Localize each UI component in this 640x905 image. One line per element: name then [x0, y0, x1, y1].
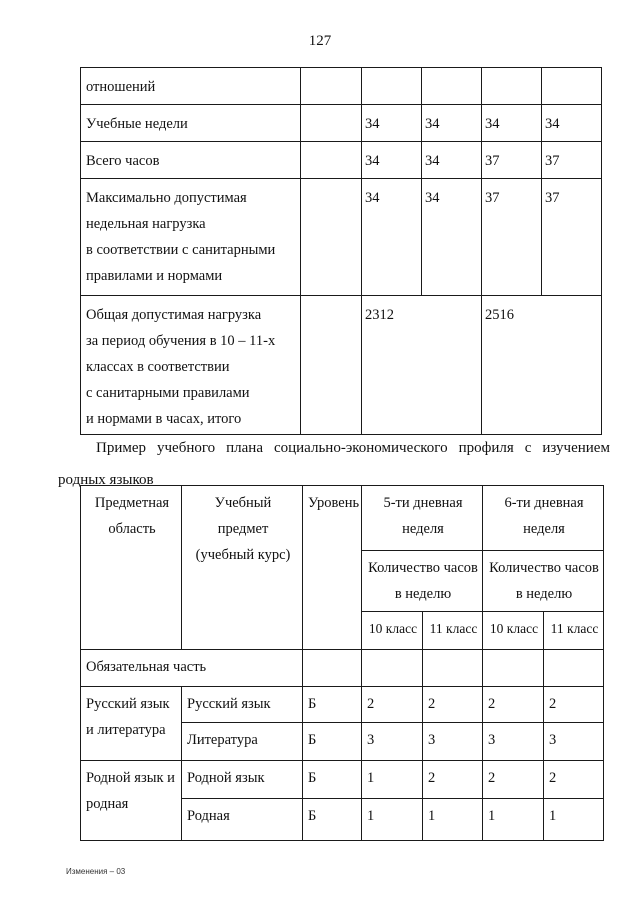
header-grade-10: 10 класс: [362, 612, 423, 650]
level-cell: Б: [303, 799, 362, 841]
table-cell: 2: [423, 687, 483, 723]
table-cell: 34: [362, 105, 422, 142]
table-cell: 2: [362, 687, 423, 723]
header-six-day-week: 6-ти дневная неделя: [483, 486, 604, 551]
level-cell: Б: [303, 687, 362, 723]
header-five-day-week: 5-ти дневная неделя: [362, 486, 483, 551]
subject-cell: Литература: [182, 723, 303, 761]
table-cell: 3: [544, 723, 604, 761]
table-cell: 2: [544, 687, 604, 723]
table-cell: 2: [483, 687, 544, 723]
header-level: Уровень: [303, 486, 362, 650]
table-cell: 34: [362, 179, 422, 296]
header-subject: Учебный предмет (учебный курс): [182, 486, 303, 650]
table-cell: [422, 68, 482, 105]
table-cell: 2: [423, 761, 483, 799]
table-cell: 37: [482, 142, 542, 179]
subject-cell: Родная: [182, 799, 303, 841]
header-hours-per-week: Количество часов в неделю: [362, 551, 483, 612]
table-cell: 37: [542, 179, 602, 296]
table-cell: [362, 68, 422, 105]
table-cell: 2: [483, 761, 544, 799]
row-label: Общая допустимая нагрузка за период обучения в 10 – 11-х классах в соответствии с санитарными правилами и нормами в часах, итого: [81, 296, 301, 435]
curriculum-table: [80, 485, 604, 841]
header-subject-area: Предметная область: [81, 486, 182, 650]
table-row: [81, 105, 602, 142]
table-cell: [482, 68, 542, 105]
subject-area-cell: Русский язык и литература: [81, 687, 182, 761]
level-cell: Б: [303, 761, 362, 799]
table-row: [81, 68, 602, 105]
table-cell: 2516: [482, 296, 602, 435]
subject-cell: Русский язык: [182, 687, 303, 723]
table-cell: [542, 68, 602, 105]
row-label: Максимально допустимая недельная нагрузка в соответствии с санитарными правилами и нормами: [81, 179, 301, 296]
row-label: Всего часов: [81, 142, 301, 179]
subject-area-cell: Родной язык и родная: [81, 761, 182, 841]
table-row: [81, 650, 604, 687]
hours-summary-table: [80, 67, 602, 435]
header-grade-10: 10 класс: [483, 612, 544, 650]
level-cell: Б: [303, 723, 362, 761]
table-cell: 1: [362, 761, 423, 799]
table-cell: 2312: [362, 296, 482, 435]
table-cell: 34: [422, 105, 482, 142]
header-hours-per-week: Количество часов в неделю: [483, 551, 604, 612]
table-cell: 2: [544, 761, 604, 799]
table-cell: 34: [482, 105, 542, 142]
table-cell: 3: [362, 723, 423, 761]
header-grade-11: 11 класс: [423, 612, 483, 650]
table-cell: 34: [422, 142, 482, 179]
table-row: [81, 761, 604, 799]
table-cell: 3: [483, 723, 544, 761]
subject-cell: Родной язык: [182, 761, 303, 799]
table-cell: 37: [482, 179, 542, 296]
table-cell: 37: [542, 142, 602, 179]
table-cell: 1: [362, 799, 423, 841]
table-row-total: [81, 296, 602, 435]
table-row: [81, 687, 604, 723]
table-cell: 34: [422, 179, 482, 296]
row-label: Учебные недели: [81, 105, 301, 142]
table-cell: 34: [542, 105, 602, 142]
table-row: [81, 142, 602, 179]
table-cell: 1: [544, 799, 604, 841]
header-grade-11: 11 класс: [544, 612, 604, 650]
table-caption: Пример учебного плана социально-экономического профиля с изучением родных языков: [58, 440, 610, 488]
table-cell: 34: [362, 142, 422, 179]
footer-revision-note: Изменения – 03: [66, 867, 126, 876]
table-cell: 3: [423, 723, 483, 761]
table-cell: 1: [483, 799, 544, 841]
table-row: [81, 179, 602, 296]
table-cell: 1: [423, 799, 483, 841]
section-mandatory-part: Обязательная часть: [81, 650, 303, 687]
page-number: 127: [308, 33, 332, 49]
row-label: отношений: [81, 68, 301, 105]
